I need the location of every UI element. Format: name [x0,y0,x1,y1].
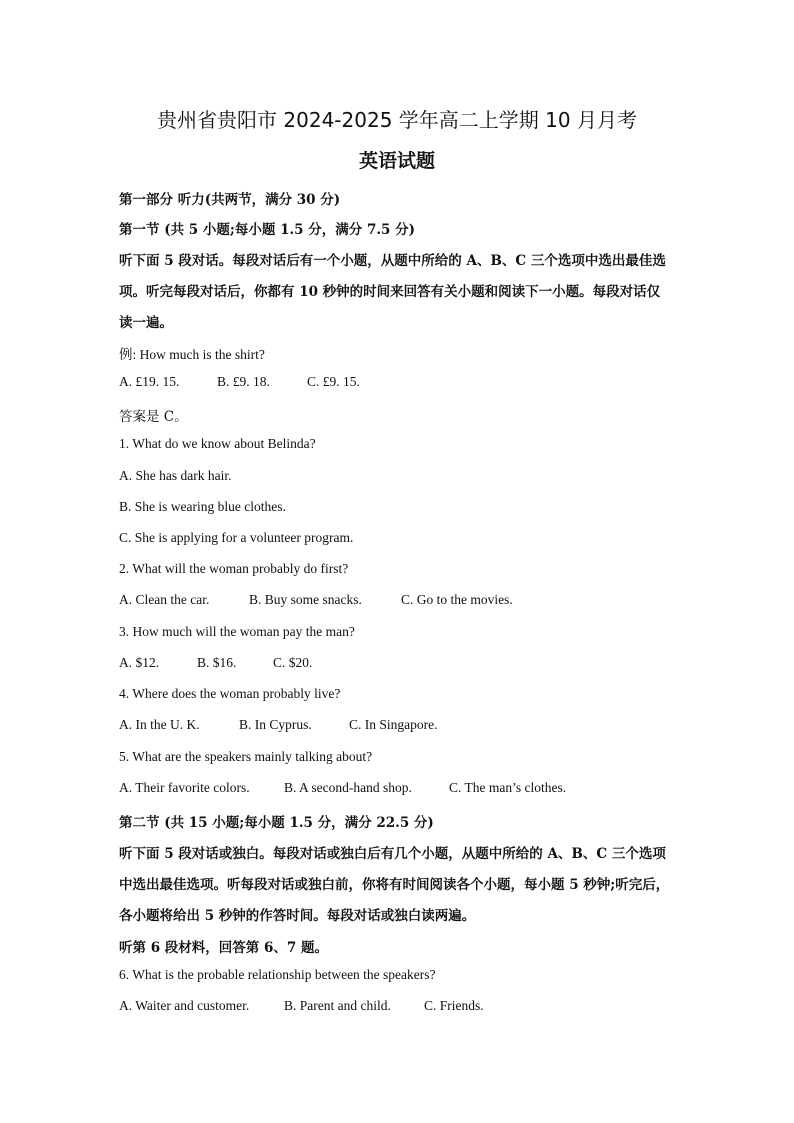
section2-instruction-line-2: 中选出最佳选项。听每段对话或独白前，你将有时间阅读各个小题，每小题 5 秒钟;听完后， [119,877,670,893]
question-6-option-a: A. Waiter and customer. [119,998,250,1013]
section1-instruction-line-3: 读一遍。 [119,315,173,331]
question-2-options [119,592,513,608]
example-options [119,374,360,390]
question-3-option-b: B. $16. [197,655,237,670]
question-2-option-a: A. Clean the car. [119,592,210,607]
question-3: 3. How much will the woman pay the man? [119,624,355,639]
section1-heading: 第一节 (共 5 小题;每小题 1.5 分，满分 7.5 分) [119,222,416,238]
question-5: 5. What are the speakers mainly talking about? [119,749,373,764]
section2-heading: 第二节 (共 15 小题;每小题 1.5 分，满分 22.5 分) [119,815,434,831]
question-1: 1. What do we know about Belinda? [119,436,316,451]
question-5-options [119,780,566,796]
question-5-option-b: B. A second-hand shop. [284,780,412,795]
example-answer: 答案是 C。 [119,409,188,425]
question-6-options [119,998,484,1014]
question-3-option-c: C. $20. [273,655,313,670]
question-4: 4. Where does the woman probably live? [119,686,341,701]
example-option-a: A. £19. 15. [119,374,180,389]
part1-heading: 第一部分 听力(共两节，满分 30 分) [119,192,341,208]
material-6-label: 听第 6 段材料，回答第 6、7 题。 [119,940,328,956]
question-3-option-a: A. $12. [119,655,160,670]
question-4-option-b: B. In Cyprus. [239,717,312,732]
exam-subtitle: 英语试题 [358,150,435,172]
question-1-option-a: A. She has dark hair. [119,468,232,483]
section1-instruction-line-2: 项。听完每段对话后，你都有 10 秒钟的时间来回答有关小题和阅读下一小题。每段对话仅 [119,284,661,300]
example-option-c: C. £9. 15. [307,374,360,389]
question-3-options [119,655,312,671]
question-6-option-b: B. Parent and child. [284,998,391,1013]
question-1-option-c: C. She is applying for a volunteer program. [119,530,354,545]
question-5-option-a: A. Their favorite colors. [119,780,250,795]
question-4-options [119,717,438,733]
question-5-option-c: C. The man’s clothes. [449,780,567,795]
question-6-option-c: C. Friends. [424,998,484,1013]
section1-instruction-line-1: 听下面 5 段对话。每段对话后有一个小题，从题中所给的 A、B、C 三个选项中选出最佳选 [119,253,666,269]
question-6: 6. What is the probable relationship between the speakers? [119,967,436,982]
question-4-option-c: C. In Singapore. [349,717,438,732]
question-2: 2. What will the woman probably do first? [119,561,349,576]
example-option-b: B. £9. 18. [217,374,270,389]
question-2-option-b: B. Buy some snacks. [249,592,362,607]
section2-instruction-line-3: 各小题将给出 5 秒钟的作答时间。每段对话或独白读两遍。 [119,908,476,924]
exam-title: 贵州省贵阳市 2024-2025 学年高二上学期 10 月月考 [157,108,637,132]
section2-instruction-line-1: 听下面 5 段对话或独白。每段对话或独白后有几个小题，从题中所给的 A、B、C 三个选项 [119,846,666,862]
question-2-option-c: C. Go to the movies. [401,592,513,607]
example-question: 例: How much is the shirt? [119,347,265,362]
question-1-option-b: B. She is wearing blue clothes. [119,499,286,514]
question-4-option-a: A. In the U. K. [119,717,200,732]
